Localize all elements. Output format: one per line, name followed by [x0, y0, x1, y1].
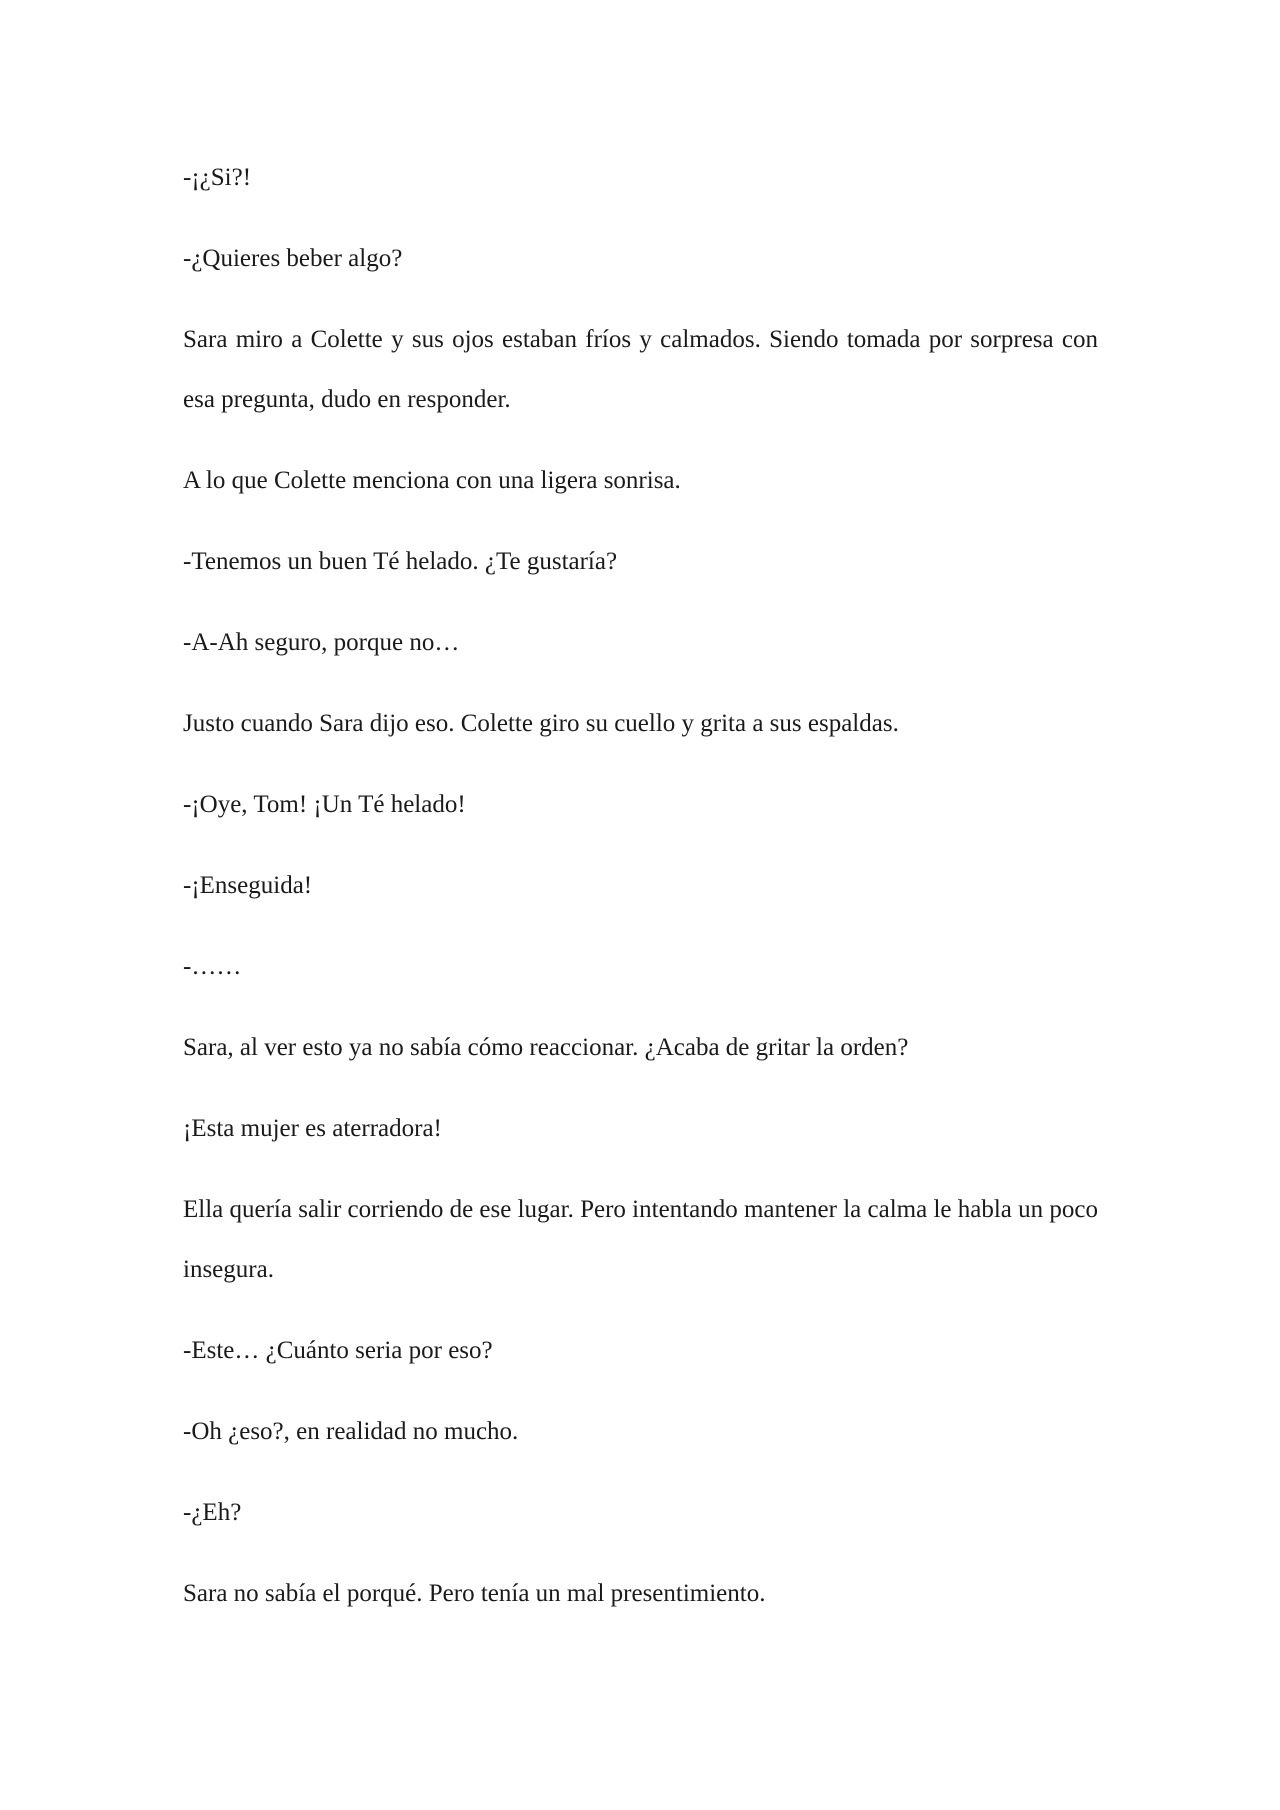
- paragraph: Sara miro a Colette y sus ojos estaban fríos y calmados. Siendo tomada por sorpresa con esa pregunta, dudo en responder.: [183, 326, 1098, 413]
- paragraph: -¿Eh?: [183, 1499, 242, 1526]
- document-body: [183, 148, 1098, 1645]
- paragraph: Sara no sabía el porqué. Pero tenía un mal presentimiento.: [183, 1580, 766, 1607]
- paragraph: Justo cuando Sara dijo eso. Colette giro su cuello y grita a sus espaldas.: [183, 710, 899, 737]
- paragraph: -¡Oye, Tom! ¡Un Té helado!: [183, 791, 466, 818]
- paragraph: -A-Ah seguro, porque no…: [183, 629, 460, 656]
- paragraph: -Oh ¿eso?, en realidad no mucho.: [183, 1418, 519, 1445]
- paragraph: Sara, al ver esto ya no sabía cómo reaccionar. ¿Acaba de gritar la orden?: [183, 1034, 909, 1061]
- paragraph: A lo que Colette menciona con una ligera sonrisa.: [183, 467, 681, 494]
- paragraph: -……: [183, 953, 242, 980]
- paragraph: -¡Enseguida!: [183, 872, 313, 899]
- paragraph: -¿Quieres beber algo?: [183, 245, 403, 272]
- paragraph: -Este… ¿Cuánto seria por eso?: [183, 1337, 493, 1364]
- paragraph: -¡¿Si?!: [183, 164, 252, 191]
- paragraph: -Tenemos un buen Té helado. ¿Te gustaría?: [183, 548, 618, 575]
- paragraph: ¡Esta mujer es aterradora!: [183, 1115, 442, 1142]
- paragraph: Ella quería salir corriendo de ese lugar. Pero intentando mantener la calma le habla un poco insegura.: [183, 1196, 1098, 1283]
